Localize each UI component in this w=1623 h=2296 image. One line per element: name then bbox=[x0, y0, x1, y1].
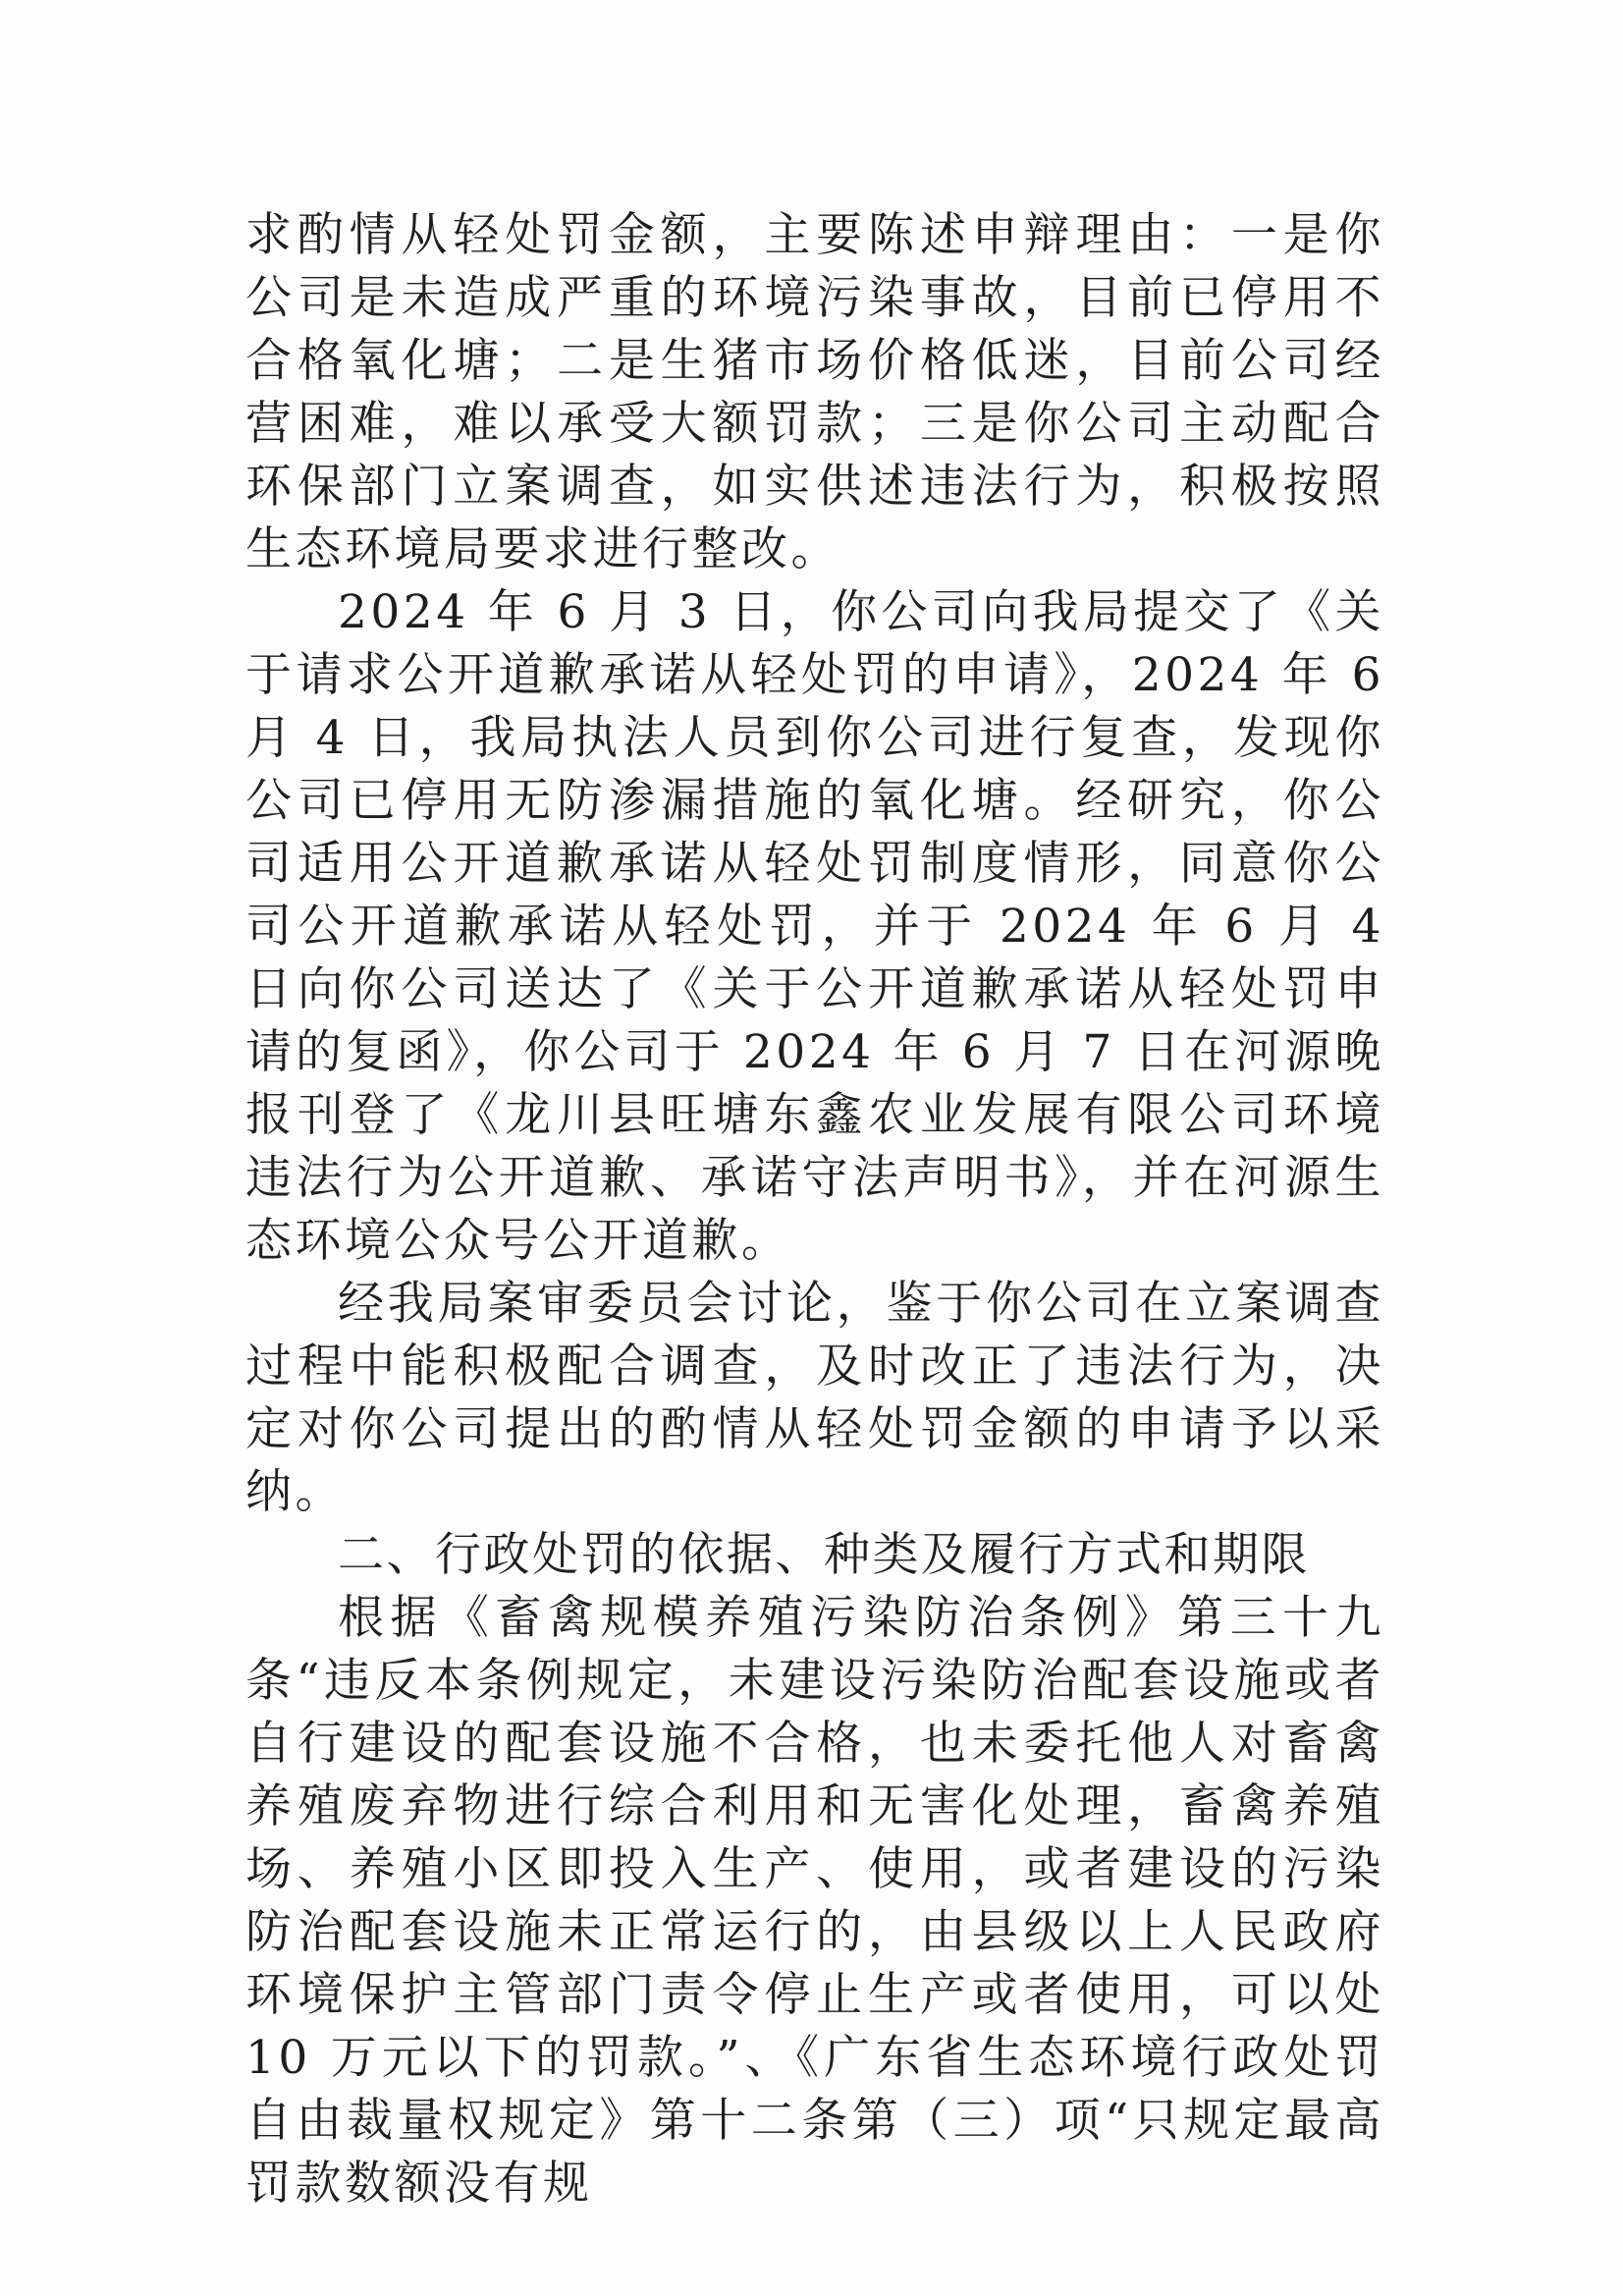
paragraph-committee-decision: 经我局案审委员会讨论，鉴于你公司在立案调查过程中能积极配合调查，及时改正了违法行为，决定对你公司提出的酌情从轻处罚金额的申请予以采纳。 bbox=[245, 1277, 1384, 1519]
section-heading-penalty-basis: 二、行政处罚的依据、种类及履行方式和期限 bbox=[338, 1528, 1310, 1582]
paragraph-public-apology: 2024 年 6 月 3 日，你公司向我局提交了《关于请求公开道歉承诺从轻处罚的申请》，2024 年 6 月 4 日，我局执法人员到你公司进行复查，发现你公司已停用无防渗漏措施的氧化塘。经研究，你公司适用公开道歉承诺从轻处罚制度情形，同意你公司公开道歉承诺从轻处罚，并于 2024 年 6 月 4 日向你公司送达了《关于公开道歉承诺从轻处罚申请的复函》，你公司于 2024 年 6 月 7 日在河源晚报刊登了《龙川县旺塘东鑫农业发展有限公司环境违法行为公开道歉、承诺守法声明书》，并在河源生态环境公众号公开道歉。 bbox=[245, 585, 1384, 1268]
paragraph-legal-basis: 根据《畜禽规模养殖污染防治条例》第三十九条“违反本条例规定，未建设污染防治配套设施或者自行建设的配套设施不合格，也未委托他人对畜禽养殖废弃物进行综合利用和无害化处理，畜禽养殖场、养殖小区即投入生产、使用，或者建设的污染防治配套设施未正常运行的，由县级以上人民政府环境保护主管部门责令停止生产或者使用，可以处 10 万元以下的罚款。”、《广东省生态环境行政处罚自由裁量权规定》第十二条第（三）项“只规定最高罚款数额没有规 bbox=[245, 1591, 1384, 2211]
document-body bbox=[245, 204, 1384, 2215]
paragraph-statement-reasons: 求酌情从轻处罚金额，主要陈述申辩理由：一是你公司是未造成严重的环境污染事故，目前已停用不合格氧化塘；二是生猪市场价格低迷，目前公司经营困难，难以承受大额罚款；三是你公司主动配合环保部门立案调查，如实供述违法行为，积极按照生态环境局要求进行整改。 bbox=[245, 208, 1384, 576]
